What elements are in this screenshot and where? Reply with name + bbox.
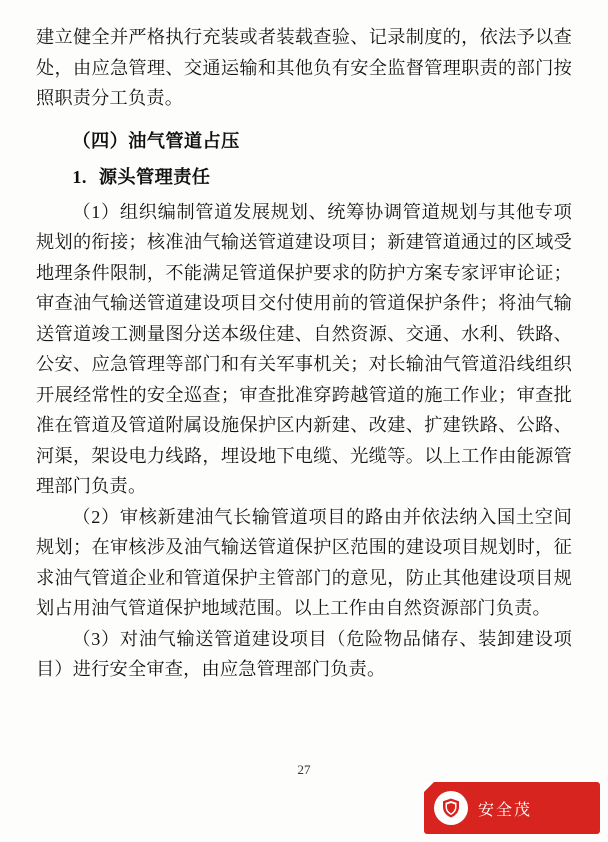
- section-heading-four: （四）油气管道占压: [72, 130, 240, 151]
- subsection-number: 1.: [72, 167, 87, 187]
- corner-fold: [424, 782, 434, 792]
- document-body: [36, 22, 572, 685]
- page-number: 27: [297, 762, 311, 777]
- watermark-badge: [424, 782, 600, 834]
- paragraph-item-3: （3）对油气输送管道建设项目（危险物品储存、装卸建设项目）进行安全审查，由应急管理部门负责。: [36, 628, 572, 679]
- paragraph-item-1: （1）组织编制管道发展规划、统筹协调管道规划与其他专项规划的衔接；核准油气输送管道建设项目；新建管道通过的区域受地理条件限制，不能满足管道保护要求的防护方案专家评审论证；审查油气输送管道建设项目交付使用前的管道保护条件；将油气输送管道竣工测量图分送本级住建、自然资源、交通、水利、铁路、公安、应急管理等部门和有关军事机关；对长输油气管道沿线组织开展经常性的安全巡查；审查批准穿跨越管道的施工作业；审查批准在管道及管道附属设施保护区内新建、改建、扩建铁路、公路、河渠，架设电力线路，埋设地下电缆、光缆等。以上工作由能源管理部门负责。: [36, 201, 572, 496]
- shield-icon: [434, 791, 468, 825]
- subsection-heading-1: [36, 162, 572, 193]
- watermark-text: 安全茂: [478, 801, 533, 819]
- paragraph-1: 建立健全并严格执行充装或者装载查验、记录制度的，依法予以查处，由应急管理、交通运输和其他负有安全监督管理职责的部门按照职责分工负责。: [36, 27, 572, 108]
- spacer: [36, 114, 572, 120]
- subsection-title: 源头管理责任: [98, 167, 211, 187]
- paragraph-item-2: （2）审核新建油气长输管道项目的路由并依法纳入国土空间规划；在审核涉及油气输送管道保护区范围的建设项目规划时，征求油气管道企业和管道保护主管部门的意见，防止其他建设项目规划占用油气管道保护地域范围。以上工作由自然资源部门负责。: [36, 506, 572, 618]
